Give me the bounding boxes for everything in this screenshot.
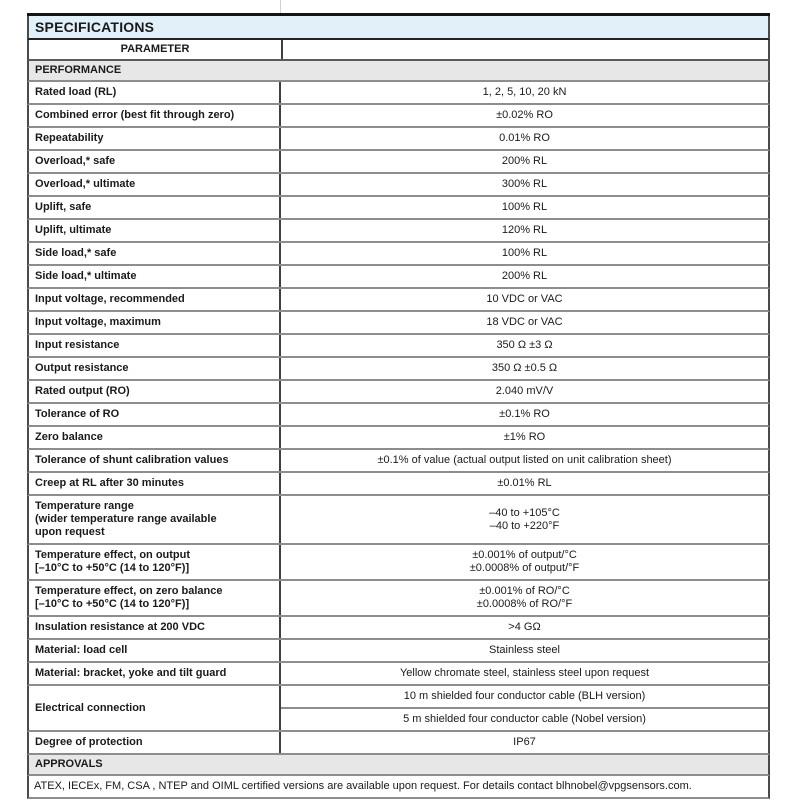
table-row <box>27 174 770 197</box>
param-line: Zero balance <box>35 431 103 443</box>
param-line: Tolerance of shunt calibration values <box>35 454 229 466</box>
value-line: 2.040 mV/V <box>495 385 554 397</box>
value-cell <box>281 151 768 172</box>
param-line: Output resistance <box>35 362 129 374</box>
section-header: PERFORMANCE <box>27 61 770 82</box>
param-line: Temperature range <box>35 500 134 512</box>
value-line: 18 VDC or VAC <box>486 316 563 328</box>
param-cell <box>29 197 281 218</box>
value-line: 350 Ω ±3 Ω <box>496 339 553 351</box>
param-cell <box>29 243 281 264</box>
table-row <box>27 358 770 381</box>
param-line: Insulation resistance at 200 VDC <box>35 621 205 633</box>
value-line: 120% RL <box>501 224 548 236</box>
param-cell <box>29 358 281 379</box>
param-cell <box>29 404 281 425</box>
value-line: ±0.001% of output/°C <box>472 549 577 561</box>
param-line: Rated load (RL) <box>35 86 117 98</box>
param-line: Uplift, ultimate <box>35 224 112 236</box>
param-cell <box>29 289 281 310</box>
param-cell <box>29 427 281 448</box>
param-line: Repeatability <box>35 132 104 144</box>
param-cell <box>29 732 281 753</box>
table-row <box>27 496 770 545</box>
value-cell <box>281 404 768 425</box>
table-row <box>27 686 770 732</box>
param-line: Overload,* safe <box>35 155 116 167</box>
value-cell <box>281 220 768 241</box>
param-line: Input voltage, recommended <box>35 293 185 305</box>
table-row <box>27 381 770 404</box>
value-line: 200% RL <box>501 270 548 282</box>
value-cell <box>281 581 768 615</box>
value-line: ±1% RO <box>503 431 546 443</box>
value-line: 100% RL <box>501 201 548 213</box>
value-cell <box>281 266 768 287</box>
value-line: ±0.0008% of RO/°F <box>476 598 573 610</box>
subvalue-row: 10 m shielded four conductor cable (BLH version) <box>281 686 768 709</box>
value-cell <box>281 545 768 579</box>
param-cell <box>29 640 281 661</box>
value-cell <box>281 358 768 379</box>
table-row <box>27 581 770 617</box>
value-line: ±0.01% RL <box>497 477 552 489</box>
table-row <box>27 266 770 289</box>
table-row <box>27 105 770 128</box>
table-row <box>27 289 770 312</box>
param-cell <box>29 381 281 402</box>
param-cell <box>29 617 281 638</box>
table-row <box>27 663 770 686</box>
value-line: Yellow chromate steel, stainless steel upon request <box>399 667 650 679</box>
value-line: –40 to +220°F <box>489 519 560 532</box>
param-line: [–10°C to +50°C (14 to 120°F)] <box>35 562 190 574</box>
spec-sheet <box>27 0 770 799</box>
param-cell <box>29 496 281 543</box>
value-line: 350 Ω ±0.5 Ω <box>491 362 558 374</box>
param-cell <box>29 545 281 579</box>
value-cell <box>281 289 768 310</box>
table-row <box>27 545 770 581</box>
value-cell <box>281 197 768 218</box>
value-cell <box>281 82 768 103</box>
page-title: SPECIFICATIONS <box>27 16 770 40</box>
value-cell <box>281 381 768 402</box>
param-cell <box>29 128 281 149</box>
value-cell <box>281 105 768 126</box>
param-cell <box>29 450 281 471</box>
param-cell <box>29 663 281 684</box>
param-line: (wider temperature range available <box>35 513 217 525</box>
value-line: 0.01% RO <box>499 132 550 144</box>
value-cell <box>281 174 768 195</box>
param-line: Material: bracket, yoke and tilt guard <box>35 667 227 679</box>
param-cell <box>29 266 281 287</box>
value-cell <box>281 686 768 730</box>
table-row <box>27 335 770 358</box>
value-line: ±0.02% RO <box>496 109 553 121</box>
table-sections <box>27 61 770 755</box>
value-cell <box>281 663 768 684</box>
value-cell <box>281 617 768 638</box>
param-cell <box>29 581 281 615</box>
table-row <box>27 151 770 174</box>
value-line: 1, 2, 5, 10, 20 kN <box>482 86 567 98</box>
value-line: 10 VDC or VAC <box>486 293 563 305</box>
param-cell <box>29 312 281 333</box>
table-row <box>27 732 770 755</box>
table-row <box>27 312 770 335</box>
value-line: 100% RL <box>501 247 548 259</box>
param-cell <box>29 82 281 103</box>
table-row <box>27 473 770 496</box>
value-line: ±0.1% RO <box>499 408 550 420</box>
value-line: >4 GΩ <box>508 621 541 633</box>
param-cell <box>29 105 281 126</box>
value-cell <box>281 496 768 543</box>
param-line: Electrical connection <box>35 701 146 714</box>
value-cell <box>281 128 768 149</box>
value-cell <box>281 640 768 661</box>
column-header-row <box>27 40 770 61</box>
param-line: Combined error (best fit through zero) <box>35 109 235 121</box>
top-border-strip <box>27 0 770 16</box>
param-line: Temperature effect, on output <box>35 549 191 561</box>
table-row <box>27 404 770 427</box>
value-line: ±0.0008% of output/°F <box>469 562 580 574</box>
parameter-column-header: PARAMETER <box>29 40 283 59</box>
param-line: Degree of protection <box>35 736 143 748</box>
table-row <box>27 220 770 243</box>
value-column-header-empty <box>283 40 768 59</box>
value-cell <box>281 450 768 471</box>
table-row <box>27 128 770 151</box>
value-cell <box>281 243 768 264</box>
value-cell <box>281 473 768 494</box>
param-line: Input resistance <box>35 339 120 351</box>
param-cell <box>29 220 281 241</box>
table-row <box>27 243 770 266</box>
param-line: Tolerance of RO <box>35 408 120 420</box>
approvals-text: ATEX, IECEx, FM, CSA , NTEP and OIML certified versions are available upon request. For details contact blhnobel@vpgsensors.com. <box>27 776 770 799</box>
param-cell <box>29 335 281 356</box>
value-cell <box>281 427 768 448</box>
param-line: upon request <box>35 526 105 538</box>
param-line: Overload,* ultimate <box>35 178 136 190</box>
table-row <box>27 82 770 105</box>
param-line: Creep at RL after 30 minutes <box>35 477 184 489</box>
param-line: Uplift, safe <box>35 201 92 213</box>
param-cell <box>29 174 281 195</box>
param-cell <box>29 686 281 730</box>
param-line: Material: load cell <box>35 644 128 656</box>
param-line: Temperature effect, on zero balance <box>35 585 223 597</box>
value-cell <box>281 732 768 753</box>
param-cell <box>29 151 281 172</box>
table-row <box>27 427 770 450</box>
table-row <box>27 197 770 220</box>
value-line: 200% RL <box>501 155 548 167</box>
table-row <box>27 450 770 473</box>
approvals-section-header: APPROVALS <box>27 755 770 776</box>
column-divider-remnant <box>280 0 281 13</box>
value-line: Stainless steel <box>489 644 560 656</box>
subvalue-row: 5 m shielded four conductor cable (Nobel version) <box>403 713 646 725</box>
value-line: 300% RL <box>501 178 548 190</box>
param-line: Input voltage, maximum <box>35 316 161 328</box>
value-line: IP67 <box>513 736 536 748</box>
table-row <box>27 640 770 663</box>
param-line: Rated output (RO) <box>35 385 130 397</box>
param-line: Side load,* safe <box>35 247 117 259</box>
param-line: Side load,* ultimate <box>35 270 137 282</box>
value-line: –40 to +105°C <box>489 506 560 519</box>
value-line: ±0.1% of value (actual output listed on unit calibration sheet) <box>377 454 672 466</box>
value-line: ±0.001% of RO/°C <box>479 585 570 597</box>
table-row <box>27 617 770 640</box>
param-line: [–10°C to +50°C (14 to 120°F)] <box>35 598 190 610</box>
value-cell <box>281 335 768 356</box>
param-cell <box>29 473 281 494</box>
value-cell <box>281 312 768 333</box>
